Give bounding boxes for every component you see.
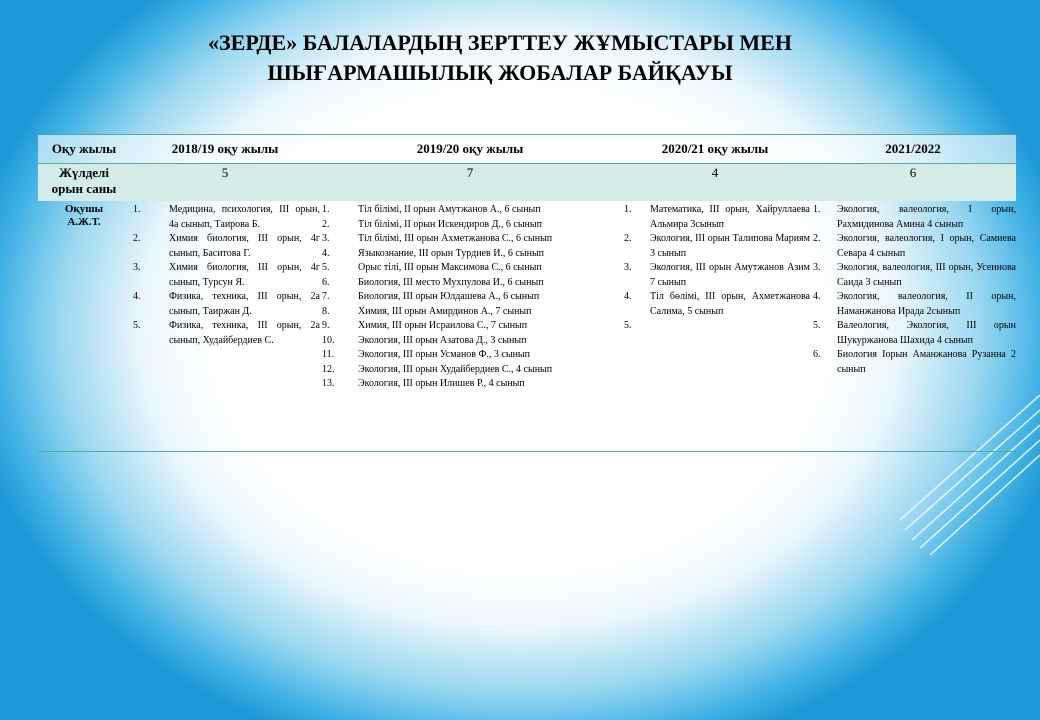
list-item-text (650, 319, 810, 334)
header-label: Оқу жылы (38, 135, 130, 164)
list-item-number: 2. (813, 233, 821, 244)
list-item-text: Физика, техника, III орын, 2а сынып, Худайбердиев С. (169, 320, 320, 346)
list-item (320, 305, 620, 320)
students-2021-list (810, 203, 1016, 377)
list-item-number: 3. (322, 233, 330, 244)
students-row (38, 201, 1016, 452)
students-label (38, 201, 130, 452)
list-item-number: 5. (322, 262, 330, 273)
list-item-number: 3. (624, 262, 632, 273)
list-item-number: 2. (624, 233, 632, 244)
list-item (810, 348, 1016, 377)
list-item-number: 1. (624, 204, 632, 215)
list-item (620, 203, 810, 232)
list-item (320, 348, 620, 363)
list-item (130, 290, 320, 319)
list-item-text: Тіл бөлімі, III орын, Ахметжанова Салима, 5 сынып (650, 291, 810, 317)
prize-count-label (38, 164, 130, 202)
list-item-text: Экология, валеология, III орын, Усеинова Саида 3 сынып (837, 262, 1016, 288)
list-item-text: Экология, III орын Усманов Ф., 3 сынып (358, 349, 530, 360)
awards-table (38, 134, 1016, 452)
list-item-text: Экология, III орын Азатова Д., 3 сынып (358, 334, 527, 346)
list-item (130, 261, 320, 290)
students-2021-cell (810, 201, 1016, 452)
title-line-2: ШЫҒАРМАШЫЛЫҚ ЖОБАЛАР БАЙҚАУЫ (267, 60, 733, 85)
list-item (130, 203, 320, 232)
prize-count-label-line2: орын саны (51, 181, 117, 196)
list-item-text: Экология, III орын Талипова Мариям 3 сынып (650, 233, 810, 259)
list-item (320, 290, 620, 305)
page-title (0, 28, 1000, 88)
list-item (620, 232, 810, 261)
list-item (320, 261, 620, 276)
list-item-text: Биология, III орын Юлдашева А., 6 сынып (358, 291, 540, 302)
list-item (320, 377, 620, 392)
list-item (130, 232, 320, 261)
header-year-2019: 2019/20 оқу жылы (320, 135, 620, 164)
list-item (810, 319, 1016, 348)
list-item-text: Экология, III орын Илишев Р., 4 сынып (358, 378, 525, 389)
prize-count-2021: 6 (810, 164, 1016, 202)
list-item-text: Экология, валеология, II орын, Наманжанова Ирада 2сынып (837, 291, 1016, 317)
header-row (38, 135, 1016, 164)
list-item-text: Тіл білімі, II орын Амутжанов А., 6 сынып (358, 204, 541, 215)
list-item-number: 10. (322, 334, 335, 346)
students-2020-list (620, 203, 810, 334)
list-item (320, 218, 620, 233)
list-item-number: 3. (133, 262, 141, 273)
list-item-number: 4. (133, 291, 141, 302)
prize-count-2020: 4 (620, 164, 810, 202)
prize-count-2019: 7 (320, 164, 620, 202)
list-item-text: Биология, III место Мухпулова И., 6 сынып (358, 276, 544, 288)
list-item-number: 1. (322, 204, 330, 215)
header-year-2018: 2018/19 оқу жылы (130, 135, 320, 164)
list-item (320, 334, 620, 349)
list-item-number: 4. (322, 247, 330, 259)
list-item-number: 1. (133, 204, 141, 215)
list-item (810, 203, 1016, 232)
students-2019-cell (320, 201, 620, 452)
list-item (130, 319, 320, 348)
list-item (320, 276, 620, 291)
prize-count-row (38, 164, 1016, 202)
header-year-2021: 2021/2022 (810, 135, 1016, 164)
list-item-text: Экология, валеология, I орын, Самиева Севара 4 сынып (837, 233, 1016, 259)
list-item (320, 363, 620, 378)
list-item-number: 2. (133, 233, 141, 244)
list-item-text: Экология, III орын Амутжанов Азим 7 сынып (650, 262, 810, 288)
prize-count-label-line1: Жүлделі (59, 165, 109, 180)
students-2018-cell (130, 201, 320, 452)
list-item-number: 8. (322, 305, 330, 317)
list-item (810, 261, 1016, 290)
students-2019-list (320, 203, 620, 392)
list-item-text: Экология, валеология, I орын, Рахмидинова Амина 4 сынып (837, 204, 1016, 230)
list-item-text: Экология, III орын Худайбердиев С., 4 сынып (358, 363, 553, 375)
title-line-1: «ЗЕРДЕ» БАЛАЛАРДЫҢ ЗЕРТТЕУ ЖҰМЫСТАРЫ МЕН (208, 30, 792, 55)
list-item (320, 247, 620, 262)
list-item (320, 203, 620, 218)
list-item-text: Химия, III орын Исраилова С., 7 сынып (358, 320, 528, 331)
list-item-text: Физика, техника, III орын, 2а сынып, Таиржан Д. (169, 291, 320, 317)
list-item-number: 5. (813, 320, 821, 331)
list-item-text: Химия биология, III орын, 4г сынып, Турсун Я. (169, 262, 320, 288)
list-item-number: 12. (322, 363, 335, 375)
list-item-number: 9. (322, 320, 330, 331)
list-item-text: Математика, III орын, Хайруллаева Альмира 3сынып (650, 204, 810, 230)
list-item (810, 232, 1016, 261)
list-item-number: 5. (624, 320, 632, 331)
list-item-number: 6. (322, 276, 330, 288)
students-label-line2: А.Ж.Т. (67, 216, 101, 228)
list-item-text: Химия, III орын Амирдинов А., 7 сынып (358, 305, 532, 317)
list-item-text: Тіл білімі, III орын Ахметжанова С., 6 сынып (358, 233, 553, 244)
list-item (620, 261, 810, 290)
list-item-text: Биология Iорын Аманжанова Рузанна 2 сынып (837, 349, 1016, 375)
list-item-number: 13. (322, 378, 335, 389)
list-item-text: Языкознание, III орын Турдиев И., 6 сынып (358, 247, 545, 259)
list-item-number: 2. (322, 218, 330, 230)
students-2018-list (130, 203, 320, 348)
list-item-number: 3. (813, 262, 821, 273)
list-item (620, 319, 810, 334)
students-2020-cell (620, 201, 810, 452)
list-item-number: 11. (322, 349, 335, 360)
list-item-text: Тіл білімі, II орын Искендиров Д., 6 сынып (358, 218, 542, 230)
prize-count-2018: 5 (130, 164, 320, 202)
list-item-text: Валеология, Экология, III орын Шукуржанова Шахида 4 сынып (837, 320, 1016, 346)
list-item-number: 4. (624, 291, 632, 302)
list-item-number: 5. (133, 320, 141, 331)
list-item (620, 290, 810, 319)
students-label-line1: Оқушы (64, 203, 104, 215)
list-item-text: Медицина, психология, III орын, 4а сынып, Таирова Б. (169, 204, 320, 230)
list-item (810, 290, 1016, 319)
list-item-text: Орыс тілі, III орын Максимова С., 6 сынып (358, 262, 542, 273)
list-item (320, 232, 620, 247)
list-item (320, 319, 620, 334)
list-item-number: 4. (813, 291, 821, 302)
list-item-number: 6. (813, 349, 821, 360)
list-item-number: 1. (813, 204, 821, 215)
list-item-number: 7. (322, 291, 330, 302)
header-year-2020: 2020/21 оқу жылы (620, 135, 810, 164)
list-item-text: Химия биология, III орын, 4г сынып, Баситова Г. (169, 233, 320, 259)
